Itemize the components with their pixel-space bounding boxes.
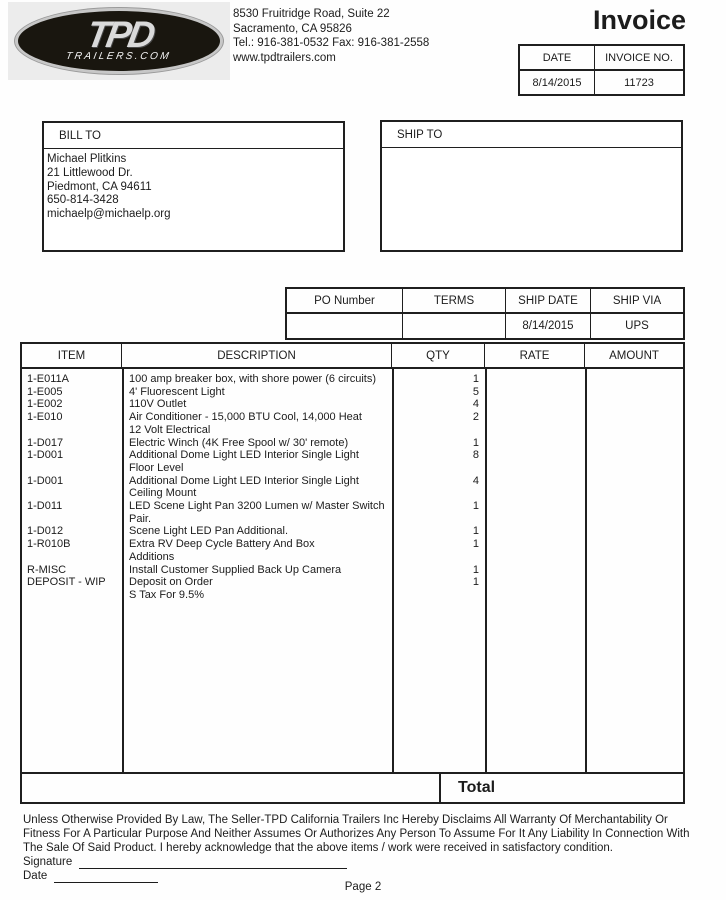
qty-cell: 1 bbox=[472, 373, 479, 385]
description-cell: 12 Volt Electrical bbox=[129, 423, 211, 436]
description-cell: Install Customer Supplied Back Up Camera bbox=[129, 563, 342, 576]
table-row bbox=[22, 513, 683, 526]
po-number-header: PO Number bbox=[287, 289, 403, 314]
signature-blank-line bbox=[79, 857, 347, 869]
item-cell: 1-D011 bbox=[27, 500, 63, 513]
item-cell: 1-E005 bbox=[27, 385, 63, 398]
total-row bbox=[22, 772, 683, 802]
qty-cell: 2 bbox=[472, 411, 479, 424]
qty-cell bbox=[392, 551, 485, 564]
terms-header: TERMS bbox=[403, 289, 506, 314]
date-value: 8/14/2015 bbox=[520, 71, 595, 94]
item-cell bbox=[22, 513, 122, 526]
table-row bbox=[22, 500, 683, 513]
item-cell bbox=[22, 487, 122, 500]
invoice-no-header: INVOICE NO. bbox=[595, 46, 683, 71]
description-cell: 4' Fluorescent Light bbox=[129, 385, 225, 398]
description-cell: Scene Light LED Pan Additional. bbox=[129, 525, 289, 538]
company-logo bbox=[8, 2, 230, 80]
item-column-header: ITEM bbox=[22, 344, 122, 367]
qty-cell: 8 bbox=[472, 449, 479, 462]
description-cell: S Tax For 9.5% bbox=[129, 588, 204, 601]
signature-label: Signature bbox=[23, 856, 73, 868]
amount-cell bbox=[585, 424, 683, 437]
rate-cell bbox=[485, 500, 585, 513]
amount-cell bbox=[585, 462, 683, 475]
amount-cell bbox=[585, 538, 683, 551]
qty-cell: 4 bbox=[472, 398, 479, 411]
rate-cell bbox=[485, 386, 585, 399]
rate-cell bbox=[485, 564, 585, 577]
item-cell: 1-R010B bbox=[27, 538, 71, 551]
page-number: Page 2 bbox=[344, 881, 382, 893]
description-cell: Air Conditioner - 15,000 BTU Cool, 14,000 Heat bbox=[129, 411, 362, 424]
logo-brand-text: TPD bbox=[82, 14, 156, 56]
table-row bbox=[22, 398, 683, 411]
item-cell: 1-D001 bbox=[27, 449, 64, 462]
description-cell: 100 amp breaker box, with shore power (6 circuits) bbox=[129, 373, 376, 385]
description-cell: Floor Level bbox=[129, 461, 184, 474]
address-line: Sacramento, CA 95826 bbox=[233, 22, 352, 35]
rate-cell bbox=[485, 462, 585, 475]
disclaimer-line: Unless Otherwise Provided By Law, The Seller-TPD California Trailers Inc Hereby Disclaims All Warranty Of Merchantability Or bbox=[23, 814, 668, 826]
description-cell: Ceiling Mount bbox=[129, 487, 197, 500]
amount-cell bbox=[585, 589, 683, 602]
qty-cell bbox=[392, 462, 485, 475]
rate-cell bbox=[485, 538, 585, 551]
ship-date-value: 8/14/2015 bbox=[506, 314, 591, 338]
logo-subtext: TRAILERS.COM bbox=[65, 50, 173, 62]
item-cell: 1-D012 bbox=[27, 525, 64, 538]
amount-cell bbox=[585, 475, 683, 488]
amount-cell bbox=[585, 551, 683, 564]
amount-cell bbox=[585, 373, 683, 386]
amount-cell bbox=[585, 398, 683, 411]
rate-cell bbox=[485, 513, 585, 526]
amount-cell bbox=[585, 564, 683, 577]
item-cell bbox=[22, 551, 122, 564]
qty-cell: 1 bbox=[472, 500, 479, 513]
rate-cell bbox=[485, 398, 585, 411]
signature-row bbox=[23, 855, 707, 869]
bill-to-address bbox=[44, 149, 343, 222]
bill-to-line: Michael Plitkins bbox=[47, 153, 127, 165]
description-cell: Additional Dome Light LED Interior Single Light bbox=[129, 474, 359, 487]
table-row bbox=[22, 411, 683, 424]
qty-cell: 1 bbox=[472, 436, 479, 449]
qty-cell: 1 bbox=[472, 576, 479, 589]
rate-column-header: RATE bbox=[485, 344, 585, 367]
table-row bbox=[22, 487, 683, 500]
bill-to-line: 650-814-3428 bbox=[47, 194, 119, 207]
rate-cell bbox=[485, 576, 585, 589]
table-row bbox=[22, 462, 683, 475]
table-row bbox=[22, 373, 683, 386]
rate-cell bbox=[485, 411, 585, 424]
rate-cell bbox=[485, 551, 585, 564]
terms-value bbox=[403, 314, 506, 338]
disclaimer-line: Fitness For A Particular Purpose And Neither Assumes Or Authorizes Any Person To Assume For It Any Liability In Connection With bbox=[23, 828, 690, 840]
items-body bbox=[22, 369, 683, 772]
table-row bbox=[22, 564, 683, 577]
description-cell: Additional Dome Light LED Interior Single Light bbox=[129, 449, 359, 462]
footer bbox=[23, 813, 707, 883]
rate-cell bbox=[485, 373, 585, 386]
items-rows bbox=[22, 373, 683, 602]
description-column-header: DESCRIPTION bbox=[122, 344, 392, 367]
table-row bbox=[22, 551, 683, 564]
bill-to-header: BILL TO bbox=[44, 123, 343, 149]
amount-cell bbox=[585, 513, 683, 526]
logo-oval bbox=[15, 8, 223, 74]
description-cell: Extra RV Deep Cycle Battery And Box bbox=[129, 538, 315, 551]
date-header: DATE bbox=[520, 46, 595, 71]
date-label: Date bbox=[23, 870, 48, 882]
item-cell: 1-E002 bbox=[27, 398, 63, 411]
rate-cell bbox=[485, 487, 585, 500]
table-row bbox=[22, 449, 683, 462]
table-row bbox=[22, 525, 683, 538]
rate-cell bbox=[485, 589, 585, 602]
qty-column-header: QTY bbox=[392, 344, 485, 367]
qty-cell bbox=[392, 589, 485, 602]
qty-cell bbox=[392, 424, 485, 437]
description-cell: Deposit on Order bbox=[129, 576, 213, 589]
item-cell bbox=[22, 424, 122, 437]
item-cell bbox=[22, 462, 122, 475]
amount-cell bbox=[585, 525, 683, 538]
qty-cell bbox=[392, 487, 485, 500]
rate-cell bbox=[485, 449, 585, 462]
bill-to-line: 21 Littlewood Dr. bbox=[47, 166, 133, 179]
ship-to-header: SHIP TO bbox=[382, 122, 681, 148]
item-cell: DEPOSIT - WIP bbox=[27, 576, 106, 589]
company-address bbox=[233, 7, 429, 65]
ship-date-header: SHIP DATE bbox=[506, 289, 591, 314]
line-items-table bbox=[20, 342, 685, 804]
qty-cell: 1 bbox=[472, 563, 479, 576]
address-line: Tel.: 916-381-0532 Fax: 916-381-2558 bbox=[233, 37, 430, 49]
ship-to-address bbox=[382, 148, 681, 152]
qty-cell bbox=[392, 513, 485, 526]
address-line: 8530 Fruitridge Road, Suite 22 bbox=[233, 8, 390, 20]
item-cell: 1-E011A bbox=[27, 373, 69, 385]
invoice-no-value: 11723 bbox=[624, 76, 654, 89]
bill-to-line: Piedmont, CA 94611 bbox=[47, 180, 152, 193]
table-row bbox=[22, 576, 683, 589]
description-cell: Electric Winch (4K Free Spool w/ 30' remote) bbox=[129, 436, 349, 449]
description-cell: Pair. bbox=[129, 512, 152, 525]
qty-cell: 4 bbox=[472, 474, 479, 487]
description-cell: Additions bbox=[129, 550, 175, 563]
qty-cell: 1 bbox=[472, 538, 479, 551]
item-cell: 1-D001 bbox=[27, 474, 64, 487]
amount-cell bbox=[585, 487, 683, 500]
amount-cell bbox=[585, 500, 683, 513]
item-cell bbox=[22, 589, 122, 602]
table-row bbox=[22, 538, 683, 551]
ship-via-value: UPS bbox=[625, 320, 649, 332]
amount-cell bbox=[585, 576, 683, 589]
order-info-table bbox=[285, 287, 685, 340]
qty-cell: 1 bbox=[472, 525, 479, 538]
disclaimer-line: The Sale Of Said Product. I hereby acknowledge that the above items / work were received in satisfactory condition. bbox=[23, 842, 613, 854]
item-cell: 1-E010 bbox=[27, 411, 63, 424]
address-line: www.tpdtrailers.com bbox=[233, 51, 336, 64]
description-cell: 110V Outlet bbox=[129, 398, 187, 411]
amount-cell bbox=[585, 437, 683, 450]
bill-to-box bbox=[42, 121, 345, 252]
amount-cell bbox=[585, 411, 683, 424]
total-label: Total bbox=[458, 779, 496, 796]
items-table-header bbox=[22, 344, 683, 369]
rate-cell bbox=[485, 525, 585, 538]
table-row bbox=[22, 424, 683, 437]
page-title: Invoice bbox=[592, 5, 686, 35]
po-number-value bbox=[287, 314, 403, 338]
rate-cell bbox=[485, 475, 585, 488]
table-row bbox=[22, 475, 683, 488]
item-cell: 1-D017 bbox=[27, 436, 64, 449]
rate-cell bbox=[485, 424, 585, 437]
amount-column-header: AMOUNT bbox=[609, 349, 659, 362]
item-cell: R-MISC bbox=[27, 563, 67, 576]
table-row bbox=[22, 386, 683, 399]
total-spacer bbox=[22, 774, 441, 802]
ship-via-header: SHIP VIA bbox=[591, 289, 683, 314]
amount-cell bbox=[585, 449, 683, 462]
table-row bbox=[22, 437, 683, 450]
invoice-meta-table bbox=[518, 44, 685, 96]
description-cell: LED Scene Light Pan 3200 Lumen w/ Master Switch bbox=[129, 500, 385, 513]
table-row bbox=[22, 589, 683, 602]
bill-to-line: michaelp@michaelp.org bbox=[47, 208, 171, 221]
qty-cell: 5 bbox=[472, 385, 479, 398]
ship-to-box bbox=[380, 120, 683, 252]
amount-cell bbox=[585, 386, 683, 399]
rate-cell bbox=[485, 437, 585, 450]
